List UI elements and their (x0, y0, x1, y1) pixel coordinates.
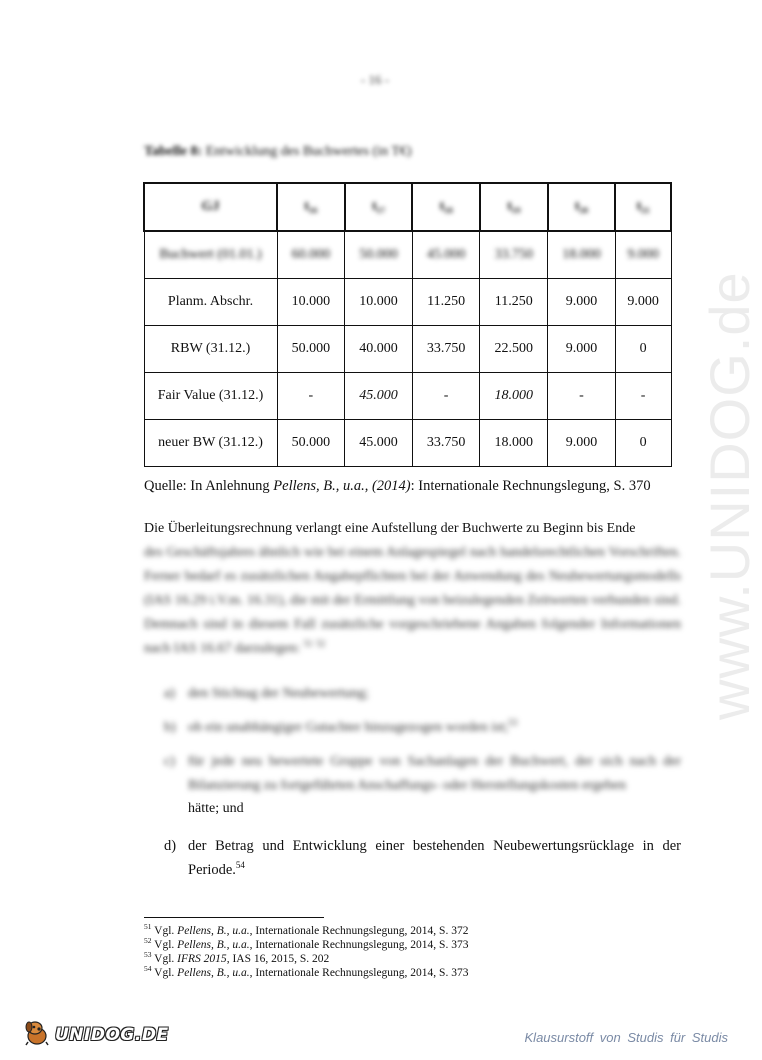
footnote-ref: 52 (316, 638, 326, 649)
table-cell: 11.250 (480, 279, 548, 326)
header-cell: t₂₁ (615, 183, 671, 231)
footnotes (144, 924, 468, 980)
footnote (144, 966, 468, 980)
watermark-text: www.UNIDOG.de (698, 271, 761, 720)
header-cell: t₁₉ (480, 183, 548, 231)
tagline: Klausurstoff von Studis für Studis (524, 1030, 728, 1045)
table-row (144, 373, 671, 420)
footnote-number: 52 (144, 936, 152, 946)
footnote-pre: Vgl. (154, 939, 178, 951)
table-row (144, 326, 671, 373)
footnote-separator (144, 917, 324, 918)
list-item-c-tail: hätte; und (188, 801, 244, 816)
table-cell: 18.000 (480, 373, 548, 420)
footnote (144, 938, 468, 952)
logo-text: UNIDOG.DE (55, 1024, 169, 1045)
list-marker: a) (164, 686, 175, 701)
footnote-post: , Internationale Rechnungslegung, 2014, S. 372 (249, 925, 469, 937)
list-item (144, 750, 681, 798)
table-cell: 40.000 (345, 326, 413, 373)
list-text: für jede neu bewertete Gruppe von Sachanlagen der Buchwert, der sich nach der Bilanzierung zu fortgeführten Anschaffungs- oder Herstellungskosten ergeben (188, 754, 681, 793)
footnote-number: 54 (144, 964, 152, 974)
footnote-italic: Pellens, B., u.a. (177, 925, 250, 937)
list-text (188, 834, 681, 882)
table-cell: - (277, 373, 345, 420)
row-label: neuer BW (31.12.) (144, 420, 277, 467)
footnote-post: , IAS 16, 2015, S. 202 (226, 953, 330, 965)
footnote-number: 53 (144, 950, 152, 960)
table-cell: 18.000 (548, 231, 616, 279)
header-cell: t₁₈ (412, 183, 480, 231)
table-source (144, 478, 651, 495)
table-cell: 50.000 (345, 231, 413, 279)
footnote-pre: Vgl. (154, 967, 178, 979)
table-cell: 10.000 (277, 279, 345, 326)
footnote-ref: 53 (508, 717, 518, 728)
row-label: Buchwert (01.01.) (144, 231, 277, 279)
table-caption (144, 144, 412, 160)
footnote-post: , Internationale Rechnungslegung, 2014, S. 373 (249, 967, 469, 979)
table-caption-label: Tabelle 8: (144, 144, 203, 159)
book-value-table (143, 182, 672, 467)
table-cell: - (548, 373, 616, 420)
row-label: RBW (31.12.) (144, 326, 277, 373)
footnote-pre: Vgl. (154, 925, 178, 937)
footnote (144, 952, 468, 966)
table-header-row (144, 183, 671, 231)
list-marker: c) (164, 754, 175, 769)
footnote-post: , Internationale Rechnungslegung, 2014, S. 373 (249, 939, 469, 951)
table-cell: 45.000 (345, 420, 413, 467)
paragraph-text: des Geschäftsjahres ähnlich wie bei einem Anlagespiegel nach handelsrechtlichen Vorschriften. Ferner bedarf es zusätzlichen Angabepflichten bei der Anwendung des Neubewertungsmodells (IAS 16.29 i.V.m. 16.31), die mit der Ermittlung von beizulegenden Zeitwerten verbunden sind. Demnach sind in diesem Fall zusätzliche vorgeschriebene Angaben folgender Informationen nach IAS 16.67 darzulegen: (144, 545, 681, 656)
table-cell: 18.000 (480, 420, 548, 467)
footnote-pre: Vgl. (154, 953, 178, 965)
table-cell: 10.000 (345, 279, 413, 326)
unidog-logo[interactable] (22, 1018, 169, 1051)
list-marker: d) (164, 838, 177, 854)
table-cell: 33.750 (412, 326, 480, 373)
table-cell: 50.000 (277, 326, 345, 373)
table-cell: 9.000 (548, 420, 616, 467)
table-cell: 11.250 (412, 279, 480, 326)
source-suffix: : Internationale Rechnungslegung, S. 370 (410, 478, 651, 494)
table-cell: 9.000 (615, 279, 671, 326)
table-cell: 50.000 (277, 420, 345, 467)
dog-mascot-icon (22, 1018, 52, 1051)
header-cell: t₁₇ (345, 183, 413, 231)
list-marker: b) (164, 720, 176, 735)
table-row (144, 420, 671, 467)
table-cell: 22.500 (480, 326, 548, 373)
table-cell: 60.000 (277, 231, 345, 279)
footnote-ref: 54 (235, 860, 245, 871)
table-cell: 9.000 (615, 231, 671, 279)
header-cell: t₂₀ (548, 183, 616, 231)
footnote-italic: Pellens, B., u.a. (177, 939, 250, 951)
paragraph-blurred (144, 541, 681, 661)
table-cell: 0 (615, 326, 671, 373)
table-cell: - (412, 373, 480, 420)
table-row (144, 231, 671, 279)
table-cell: - (615, 373, 671, 420)
table-caption-text: Entwicklung des Buchwertes (in T€) (205, 144, 412, 159)
table-cell: 9.000 (548, 326, 616, 373)
table-cell: 45.000 (412, 231, 480, 279)
list-text-body: der Betrag und Entwicklung einer bestehenden Neubewertungsrücklage in der Periode. (188, 838, 681, 878)
row-label: Fair Value (31.12.) (144, 373, 277, 420)
table-cell: 45.000 (345, 373, 413, 420)
source-author: Pellens, B., u.a., (2014) (273, 478, 411, 494)
list-item (144, 682, 681, 706)
list-item (144, 716, 681, 740)
footnote-italic: Pellens, B., u.a. (177, 967, 250, 979)
table-cell: 0 (615, 420, 671, 467)
footnote-number: 51 (144, 922, 152, 932)
header-cell: t₁₆ (277, 183, 345, 231)
requirements-list-blurred (144, 682, 681, 808)
paragraph-first-line: Die Überleitungsrechnung verlangt eine Aufstellung der Buchwerte zu Beginn bis Ende (144, 521, 636, 536)
footnote-ref: 51 (303, 638, 313, 649)
table-cell: 9.000 (548, 279, 616, 326)
table-cell: 33.750 (480, 231, 548, 279)
footnote-italic: IFRS 2015 (177, 953, 227, 965)
list-text (188, 716, 681, 740)
footnote (144, 924, 468, 938)
list-text: den Stichtag der Neubewertung; (188, 686, 369, 701)
table-cell: 33.750 (412, 420, 480, 467)
table-row (144, 279, 671, 326)
page-number: - 16 - (360, 72, 390, 87)
row-label: Planm. Abschr. (144, 279, 277, 326)
source-prefix: Quelle: In Anlehnung (144, 478, 274, 494)
list-text-body: ob ein unabhängiger Gutachter hinzugezogen worden ist; (188, 720, 509, 735)
list-item (144, 834, 681, 882)
header-cell: GJ (144, 183, 277, 231)
